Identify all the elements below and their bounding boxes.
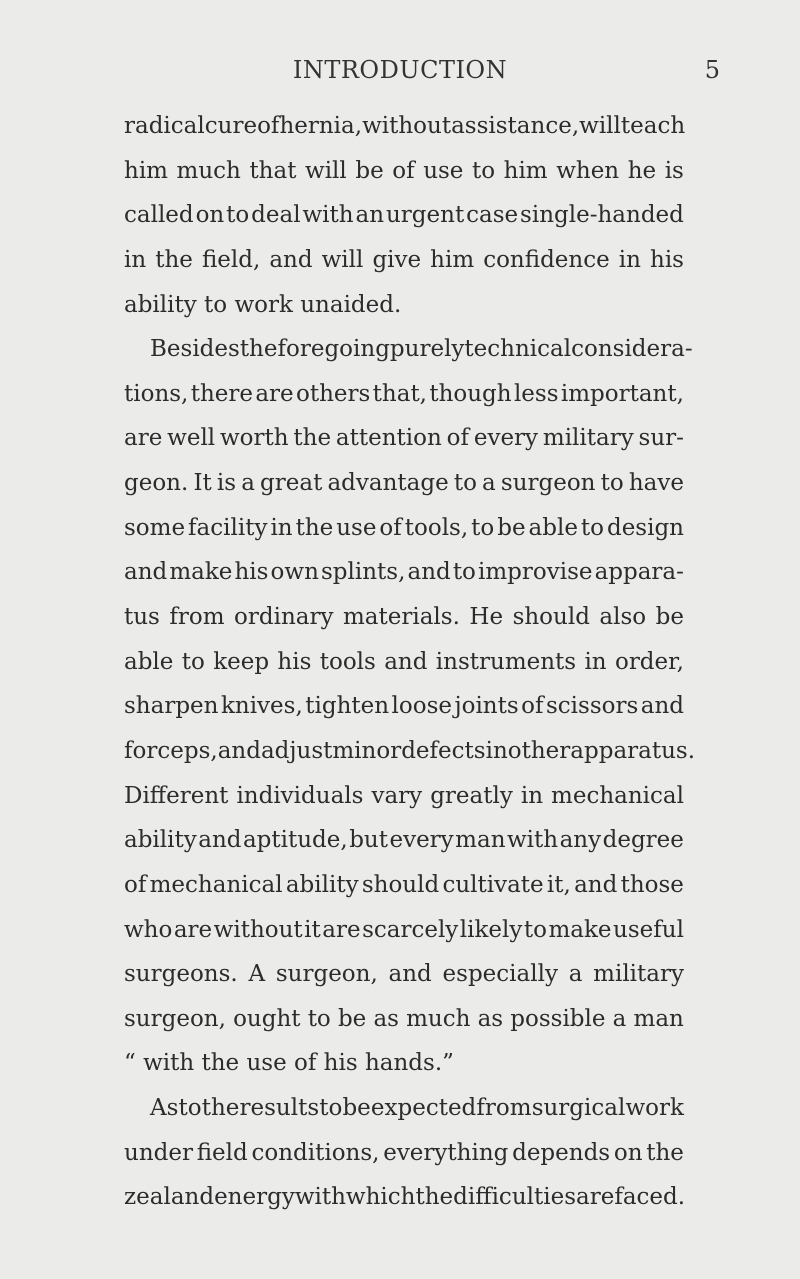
word: of: [446, 425, 470, 452]
word: which: [345, 1184, 416, 1211]
word: his: [234, 559, 269, 586]
word: confidence: [483, 246, 610, 273]
word: as: [477, 1005, 504, 1032]
word: ability: [124, 827, 197, 854]
word: of: [379, 514, 402, 541]
word: case: [466, 202, 519, 229]
word: results: [239, 1095, 320, 1122]
word: his: [650, 246, 684, 273]
word: vary: [371, 782, 423, 809]
word: and: [170, 1184, 215, 1211]
word: to: [471, 514, 495, 541]
word: should: [512, 604, 590, 631]
word: improvise: [477, 559, 593, 586]
word: it,: [546, 871, 571, 898]
paragraph-start-line: [124, 1086, 684, 1131]
word: called: [124, 202, 194, 229]
text-line: [124, 372, 684, 417]
text-line: “ with the use of his hands.”: [124, 1050, 454, 1077]
word: to: [319, 1095, 343, 1122]
word: who: [124, 916, 173, 943]
word: joints: [454, 693, 519, 720]
word: tools,: [404, 514, 469, 541]
text-line: [124, 1131, 684, 1176]
word: every: [389, 827, 454, 854]
word: hernia,: [279, 113, 363, 139]
word: assistance,: [451, 113, 580, 139]
word: single-handed: [520, 202, 684, 229]
text-line: [124, 238, 684, 283]
word: the: [415, 1184, 454, 1211]
text-line: [124, 640, 684, 685]
text-line: [124, 908, 684, 953]
text-line: [124, 997, 684, 1042]
word: with: [302, 202, 354, 229]
word: others: [296, 380, 371, 407]
word: geon.: [124, 470, 189, 497]
word: able: [124, 648, 174, 675]
word: cultivate: [442, 871, 544, 898]
text-line: [124, 774, 684, 819]
word: ability: [285, 871, 359, 898]
word: will: [579, 113, 621, 139]
word: some: [124, 514, 186, 541]
word: individuals: [236, 782, 364, 809]
word: as: [373, 1005, 399, 1032]
word: in: [124, 246, 147, 273]
text-line: [124, 729, 696, 774]
word: design: [606, 514, 684, 541]
text-line: [124, 818, 684, 863]
word: scissors: [545, 693, 639, 720]
word: and: [384, 648, 428, 675]
word: degree: [602, 827, 684, 854]
word: mechanical: [149, 871, 283, 898]
word: is: [216, 470, 237, 497]
word: mechanical: [551, 782, 684, 809]
word: to: [178, 1095, 202, 1122]
word: it: [304, 916, 321, 943]
word: his: [277, 648, 312, 675]
word: depends: [512, 1139, 611, 1166]
word: to: [580, 514, 604, 541]
text-line: [124, 149, 684, 194]
word: adjust: [260, 737, 333, 764]
word: man: [455, 827, 506, 854]
word: own: [270, 559, 319, 586]
word: with: [294, 1184, 346, 1211]
word: field,: [201, 246, 261, 273]
word: surgeons.: [124, 961, 238, 988]
word: conditions,: [251, 1139, 380, 1166]
text-line: ability to work unaided.: [124, 291, 402, 318]
text-line: [124, 863, 684, 908]
word: sur-: [638, 425, 684, 452]
word: A: [248, 961, 266, 988]
word: advantage: [327, 470, 449, 497]
word: in: [584, 648, 607, 675]
word: purely: [389, 336, 465, 363]
word: from: [169, 604, 225, 631]
word: that,: [372, 380, 427, 407]
word: aptitude,: [242, 827, 348, 854]
word: without: [362, 113, 452, 139]
word: of: [257, 113, 280, 139]
word: splints,: [320, 559, 406, 586]
word: tions,: [124, 380, 189, 407]
word: teach: [620, 113, 686, 139]
word: those: [620, 871, 684, 898]
word: in: [485, 737, 508, 764]
text-line: [124, 952, 684, 997]
word: other: [507, 737, 571, 764]
word: surgeon: [500, 470, 596, 497]
word: be: [497, 514, 526, 541]
word: expected: [370, 1095, 477, 1122]
word: the: [201, 1095, 240, 1122]
word: under: [124, 1139, 193, 1166]
word: though: [429, 380, 512, 407]
word: Besides: [150, 336, 240, 363]
word: attention: [335, 425, 442, 452]
word: cure: [204, 113, 258, 139]
word: are: [576, 1184, 615, 1211]
word: deal: [251, 202, 301, 229]
text-line: [124, 104, 684, 149]
word: use: [336, 514, 377, 541]
word: and: [574, 871, 618, 898]
body-text: [124, 104, 696, 1220]
word: instruments: [435, 648, 577, 675]
word: any: [559, 827, 602, 854]
word: apparatus.: [570, 737, 696, 764]
word: an: [355, 202, 385, 229]
word: man: [633, 1005, 684, 1032]
word: have: [628, 470, 684, 497]
word: the: [646, 1139, 684, 1166]
word: is: [664, 157, 684, 184]
word: when: [556, 157, 620, 184]
word: should: [361, 871, 440, 898]
word: ought: [233, 1005, 301, 1032]
word: to: [181, 648, 205, 675]
word: from: [476, 1095, 532, 1122]
word: defects: [401, 737, 486, 764]
word: and: [198, 827, 242, 854]
word: knives,: [220, 693, 303, 720]
word: keep: [213, 648, 270, 675]
word: military: [542, 425, 634, 452]
word: make: [548, 916, 612, 943]
word: to: [471, 157, 496, 184]
word: ordinary: [234, 604, 334, 631]
word: will: [305, 157, 347, 184]
word: tighten: [305, 693, 390, 720]
word: every: [473, 425, 539, 452]
word: everything: [383, 1139, 509, 1166]
text-line: [124, 684, 684, 729]
word: make: [169, 559, 233, 586]
word: facility: [188, 514, 268, 541]
word: and: [640, 693, 684, 720]
word: in: [618, 246, 641, 273]
word: give: [372, 246, 422, 273]
text-line: [124, 193, 684, 238]
paragraph-start-line: [124, 327, 693, 372]
word: He: [469, 604, 504, 631]
word: to: [523, 916, 547, 943]
word: well: [167, 425, 216, 452]
word: foregoing: [277, 336, 390, 363]
word: to: [453, 470, 477, 497]
word: of: [521, 693, 544, 720]
word: and: [388, 961, 432, 988]
running-title: INTRODUCTION: [292, 56, 508, 84]
word: great: [260, 470, 323, 497]
word: energy: [214, 1184, 295, 1211]
word: less: [513, 380, 559, 407]
word: much: [176, 157, 241, 184]
word: on: [195, 202, 225, 229]
word: without: [213, 916, 303, 943]
text-line: [124, 416, 684, 461]
word: minor: [332, 737, 402, 764]
word: scarcely: [362, 916, 459, 943]
word: much: [406, 1005, 471, 1032]
word: and: [124, 559, 168, 586]
word: to: [226, 202, 250, 229]
word: and: [217, 737, 261, 764]
word: technical: [464, 336, 572, 363]
word: but: [349, 827, 388, 854]
word: the: [239, 336, 278, 363]
word: and: [407, 559, 451, 586]
word: worth: [220, 425, 289, 452]
word: a: [612, 1005, 627, 1032]
word: Different: [124, 782, 229, 809]
word: surgeon,: [275, 961, 378, 988]
word: surgical: [531, 1095, 626, 1122]
word: a: [241, 470, 255, 497]
word: useful: [613, 916, 684, 943]
word: on: [613, 1139, 643, 1166]
page-header: [0, 50, 800, 90]
word: will: [321, 246, 364, 273]
word: with: [507, 827, 559, 854]
word: As: [150, 1095, 179, 1122]
word: be: [342, 1095, 371, 1122]
text-line: [124, 550, 684, 595]
word: possible: [510, 1005, 606, 1032]
word: the: [295, 514, 334, 541]
word: likely: [459, 916, 523, 943]
word: are: [322, 916, 361, 943]
word: to: [600, 470, 624, 497]
word: in: [520, 782, 544, 809]
word: able: [528, 514, 578, 541]
word: zeal: [124, 1184, 171, 1211]
word: are: [124, 425, 163, 452]
word: work: [625, 1095, 684, 1122]
word: him: [124, 157, 168, 184]
text-line: [124, 461, 684, 506]
word: him: [430, 246, 475, 273]
word: materials.: [342, 604, 460, 631]
word: faced.: [614, 1184, 686, 1211]
word: there: [190, 380, 253, 407]
word: tools: [319, 648, 376, 675]
word: considera-: [571, 336, 693, 363]
word: loose: [391, 693, 452, 720]
word: sharpen: [124, 693, 219, 720]
word: It: [193, 470, 212, 497]
word: are: [255, 380, 294, 407]
word: of: [124, 871, 147, 898]
word: that: [249, 157, 297, 184]
word: are: [173, 916, 213, 943]
word: to: [452, 559, 476, 586]
word: field: [196, 1139, 248, 1166]
word: order,: [614, 648, 684, 675]
word: especially: [442, 961, 558, 988]
word: forceps,: [124, 737, 218, 764]
word: be: [355, 157, 384, 184]
word: greatly: [430, 782, 513, 809]
page-number: 5: [704, 56, 720, 84]
word: military: [593, 961, 684, 988]
word: a: [568, 961, 583, 988]
word: use: [423, 157, 464, 184]
word: tus: [124, 604, 160, 631]
word: he: [627, 157, 657, 184]
word: and: [269, 246, 313, 273]
word: difficulties: [453, 1184, 576, 1211]
word: be: [337, 1005, 367, 1032]
word: radical: [124, 113, 205, 139]
text-line: [124, 506, 684, 551]
word: urgent: [385, 202, 465, 229]
word: the: [293, 425, 332, 452]
word: the: [155, 246, 193, 273]
word: be: [655, 604, 684, 631]
word: him: [503, 157, 548, 184]
word: of: [392, 157, 415, 184]
text-line: [124, 1175, 684, 1220]
word: in: [270, 514, 293, 541]
word: appara-: [594, 559, 684, 586]
word: a: [482, 470, 496, 497]
word: important,: [560, 380, 684, 407]
text-line: [124, 595, 684, 640]
word: also: [599, 604, 647, 631]
word: to: [307, 1005, 331, 1032]
word: surgeon,: [124, 1005, 226, 1032]
